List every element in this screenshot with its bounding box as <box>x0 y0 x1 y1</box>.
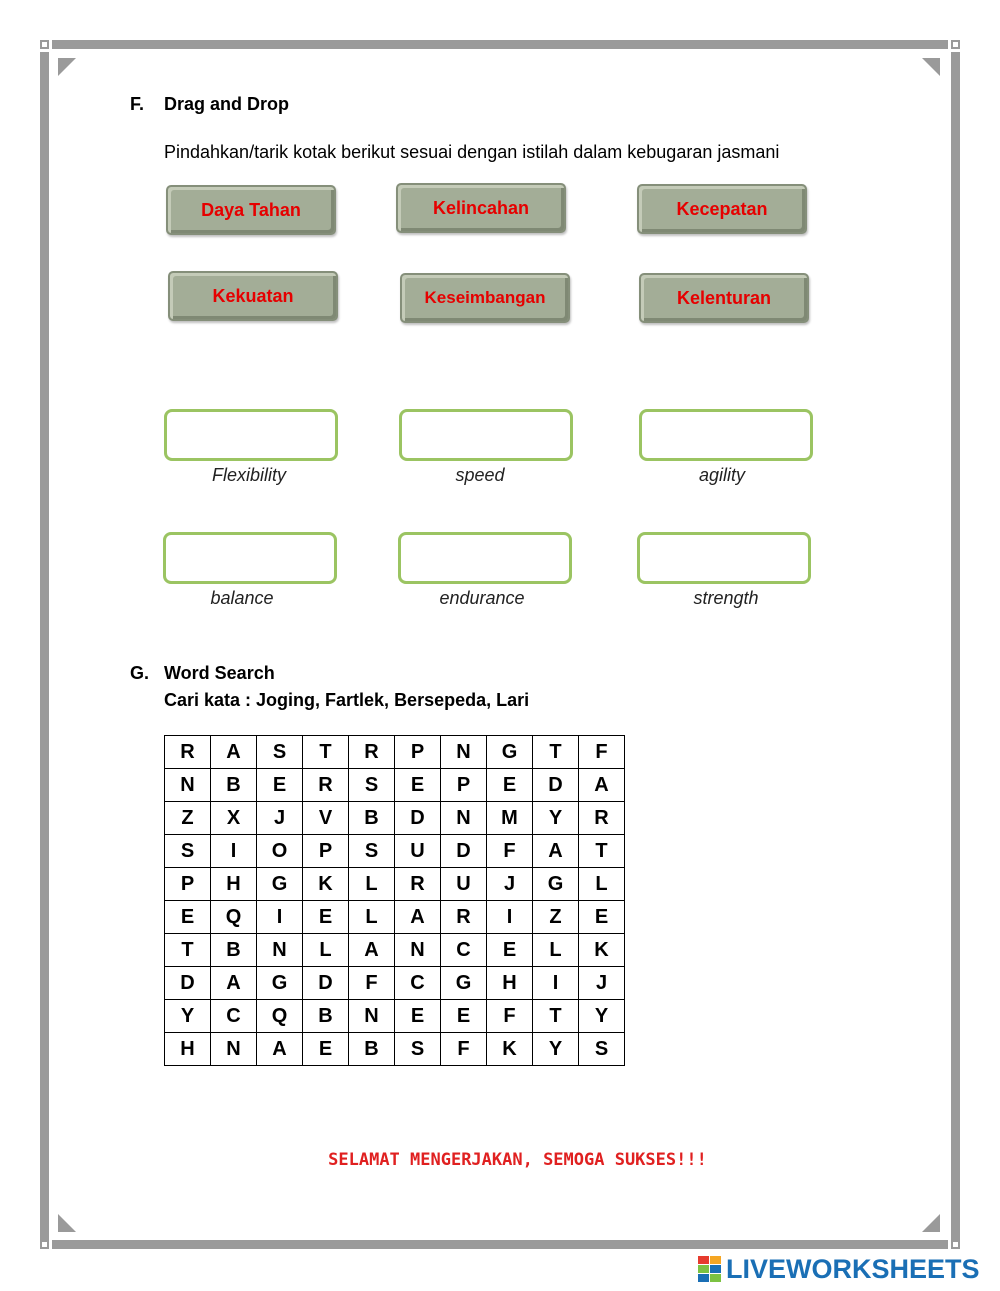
page-frame-left <box>40 52 49 1240</box>
grid-cell[interactable]: E <box>395 1000 441 1033</box>
grid-cell[interactable]: U <box>441 868 487 901</box>
grid-row <box>165 769 625 802</box>
grid-cell[interactable]: E <box>487 769 533 802</box>
grid-cell[interactable]: H <box>165 1033 211 1066</box>
grid-cell[interactable]: T <box>303 736 349 769</box>
grid-cell[interactable]: R <box>579 802 625 835</box>
grid-cell[interactable]: I <box>211 835 257 868</box>
grid-cell[interactable]: P <box>395 736 441 769</box>
grid-cell[interactable]: K <box>303 868 349 901</box>
grid-cell[interactable]: B <box>349 802 395 835</box>
drag-tile-kekuatan[interactable]: Kekuatan <box>168 271 338 321</box>
page-frame-right <box>951 52 960 1240</box>
drop-target-speed[interactable] <box>399 409 573 461</box>
grid-cell[interactable]: E <box>303 1033 349 1066</box>
liveworksheets-wordmark: LIVEWORKSHEETS <box>726 1253 980 1284</box>
drag-tile-daya-tahan[interactable]: Daya Tahan <box>166 185 336 235</box>
grid-cell[interactable]: P <box>165 868 211 901</box>
grid-cell[interactable]: G <box>441 967 487 1000</box>
grid-cell[interactable]: Z <box>165 802 211 835</box>
grid-cell[interactable]: Y <box>165 1000 211 1033</box>
grid-row <box>165 835 625 868</box>
frame-corner-bl <box>40 1240 49 1249</box>
grid-cell[interactable]: S <box>257 736 303 769</box>
grid-cell[interactable]: E <box>395 769 441 802</box>
drag-tile-kecepatan[interactable]: Kecepatan <box>637 184 807 234</box>
grid-cell[interactable]: J <box>579 967 625 1000</box>
grid-cell[interactable]: O <box>257 835 303 868</box>
grid-cell[interactable]: E <box>303 901 349 934</box>
grid-cell[interactable]: I <box>257 901 303 934</box>
grid-cell[interactable]: Y <box>579 1000 625 1033</box>
frame-triangle-bl <box>58 1214 76 1232</box>
grid-cell[interactable]: N <box>257 934 303 967</box>
grid-cell[interactable]: F <box>349 967 395 1000</box>
section-g-letter: G. <box>130 663 150 683</box>
grid-row <box>165 1033 625 1066</box>
grid-cell[interactable]: G <box>487 736 533 769</box>
page-frame-top <box>52 40 948 49</box>
grid-cell[interactable]: S <box>349 769 395 802</box>
grid-cell[interactable]: Q <box>211 901 257 934</box>
drag-tile-keseimbangan[interactable]: Keseimbangan <box>400 273 570 323</box>
section-f-instruction: Pindahkan/tarik kotak berikut sesuai dengan istilah dalam kebugaran jasmani <box>164 142 780 162</box>
grid-row <box>165 736 625 769</box>
grid-cell[interactable]: R <box>349 736 395 769</box>
grid-row <box>165 934 625 967</box>
grid-cell[interactable]: Y <box>533 1033 579 1066</box>
grid-cell[interactable]: K <box>579 934 625 967</box>
drop-label-endurance: endurance <box>439 588 525 608</box>
grid-cell[interactable]: L <box>303 934 349 967</box>
grid-cell[interactable]: V <box>303 802 349 835</box>
grid-row <box>165 868 625 901</box>
frame-triangle-tr <box>922 58 940 76</box>
grid-cell[interactable]: D <box>441 835 487 868</box>
grid-cell[interactable]: S <box>395 1033 441 1066</box>
grid-cell[interactable]: C <box>441 934 487 967</box>
grid-cell[interactable]: B <box>303 1000 349 1033</box>
closing-message: SELAMAT MENGERJAKAN, SEMOGA SUKSES!!! <box>328 1150 707 1170</box>
grid-cell[interactable]: U <box>395 835 441 868</box>
grid-cell[interactable]: E <box>257 769 303 802</box>
word-search-grid <box>164 735 625 1066</box>
grid-cell[interactable]: T <box>533 1000 579 1033</box>
grid-cell[interactable]: B <box>349 1033 395 1066</box>
grid-row <box>165 1000 625 1033</box>
drag-tile-kelincahan[interactable]: Kelincahan <box>396 183 566 233</box>
grid-cell[interactable]: A <box>211 736 257 769</box>
drop-label-agility: agility <box>698 465 746 485</box>
grid-cell[interactable]: D <box>165 967 211 1000</box>
grid-cell[interactable]: P <box>441 769 487 802</box>
section-g-title: Word Search <box>164 663 275 683</box>
grid-cell[interactable]: A <box>211 967 257 1000</box>
grid-cell[interactable]: G <box>257 868 303 901</box>
grid-cell[interactable]: R <box>395 868 441 901</box>
grid-cell[interactable]: C <box>211 1000 257 1033</box>
grid-cell[interactable]: F <box>487 1000 533 1033</box>
grid-cell[interactable]: L <box>533 934 579 967</box>
frame-corner-tr <box>951 40 960 49</box>
grid-cell[interactable]: F <box>579 736 625 769</box>
drop-target-agility[interactable] <box>639 409 813 461</box>
drop-label-speed: speed <box>455 465 505 485</box>
grid-cell[interactable]: L <box>349 901 395 934</box>
grid-cell[interactable]: N <box>395 934 441 967</box>
section-f-title: Drag and Drop <box>164 94 290 114</box>
grid-cell[interactable]: T <box>579 835 625 868</box>
grid-cell[interactable]: H <box>211 868 257 901</box>
grid-cell[interactable]: A <box>257 1033 303 1066</box>
grid-cell[interactable]: X <box>211 802 257 835</box>
drop-target-endurance[interactable] <box>398 532 572 584</box>
grid-row <box>165 802 625 835</box>
drop-label-flexibility: Flexibility <box>211 465 286 485</box>
grid-cell[interactable]: B <box>211 934 257 967</box>
grid-cell[interactable]: R <box>303 769 349 802</box>
grid-cell[interactable]: A <box>349 934 395 967</box>
grid-cell[interactable]: N <box>211 1033 257 1066</box>
grid-cell[interactable]: A <box>395 901 441 934</box>
grid-cell[interactable]: T <box>165 934 211 967</box>
grid-cell[interactable]: L <box>579 868 625 901</box>
grid-cell[interactable]: G <box>533 868 579 901</box>
grid-cell[interactable]: F <box>441 1033 487 1066</box>
section-g-instruction: Cari kata : Joging, Fartlek, Bersepeda, Lari <box>164 690 530 710</box>
page-frame-bottom <box>52 1240 948 1249</box>
drop-target-balance[interactable] <box>163 532 337 584</box>
grid-cell[interactable]: A <box>579 769 625 802</box>
grid-cell[interactable]: R <box>441 901 487 934</box>
grid-cell[interactable]: D <box>303 967 349 1000</box>
grid-cell[interactable]: I <box>533 967 579 1000</box>
grid-cell[interactable]: Q <box>257 1000 303 1033</box>
drop-label-balance: balance <box>210 588 274 608</box>
grid-row <box>165 901 625 934</box>
grid-cell[interactable]: E <box>441 1000 487 1033</box>
grid-cell[interactable]: D <box>533 769 579 802</box>
frame-corner-tl <box>40 40 49 49</box>
grid-row <box>165 967 625 1000</box>
grid-cell[interactable]: A <box>533 835 579 868</box>
section-f-letter: F. <box>130 94 145 114</box>
grid-cell[interactable]: S <box>349 835 395 868</box>
grid-cell[interactable]: R <box>165 736 211 769</box>
grid-cell[interactable]: E <box>487 934 533 967</box>
grid-cell[interactable]: M <box>487 802 533 835</box>
grid-cell[interactable]: F <box>487 835 533 868</box>
frame-triangle-tl <box>58 58 76 76</box>
grid-cell[interactable]: E <box>165 901 211 934</box>
grid-cell[interactable]: N <box>165 769 211 802</box>
grid-cell[interactable]: S <box>165 835 211 868</box>
liveworksheets-logo-icon <box>698 1256 722 1282</box>
drop-target-flexibility[interactable] <box>164 409 338 461</box>
grid-cell[interactable]: S <box>579 1033 625 1066</box>
liveworksheets-brand <box>698 1254 980 1284</box>
grid-cell[interactable]: N <box>349 1000 395 1033</box>
frame-corner-br <box>951 1240 960 1249</box>
drag-tile-kelenturan[interactable]: Kelenturan <box>639 273 809 323</box>
grid-cell[interactable]: J <box>257 802 303 835</box>
grid-cell[interactable]: Y <box>533 802 579 835</box>
grid-cell[interactable]: Z <box>533 901 579 934</box>
grid-cell[interactable]: E <box>579 901 625 934</box>
drop-target-strength[interactable] <box>637 532 811 584</box>
grid-cell[interactable]: D <box>395 802 441 835</box>
grid-cell[interactable]: K <box>487 1033 533 1066</box>
grid-cell[interactable]: B <box>211 769 257 802</box>
grid-cell[interactable]: N <box>441 736 487 769</box>
grid-cell[interactable]: L <box>349 868 395 901</box>
grid-cell[interactable]: P <box>303 835 349 868</box>
grid-cell[interactable]: J <box>487 868 533 901</box>
grid-cell[interactable]: G <box>257 967 303 1000</box>
frame-triangle-br <box>922 1214 940 1232</box>
grid-cell[interactable]: I <box>487 901 533 934</box>
grid-cell[interactable]: N <box>441 802 487 835</box>
drop-label-strength: strength <box>693 588 759 608</box>
grid-cell[interactable]: H <box>487 967 533 1000</box>
grid-cell[interactable]: T <box>533 736 579 769</box>
grid-cell[interactable]: C <box>395 967 441 1000</box>
